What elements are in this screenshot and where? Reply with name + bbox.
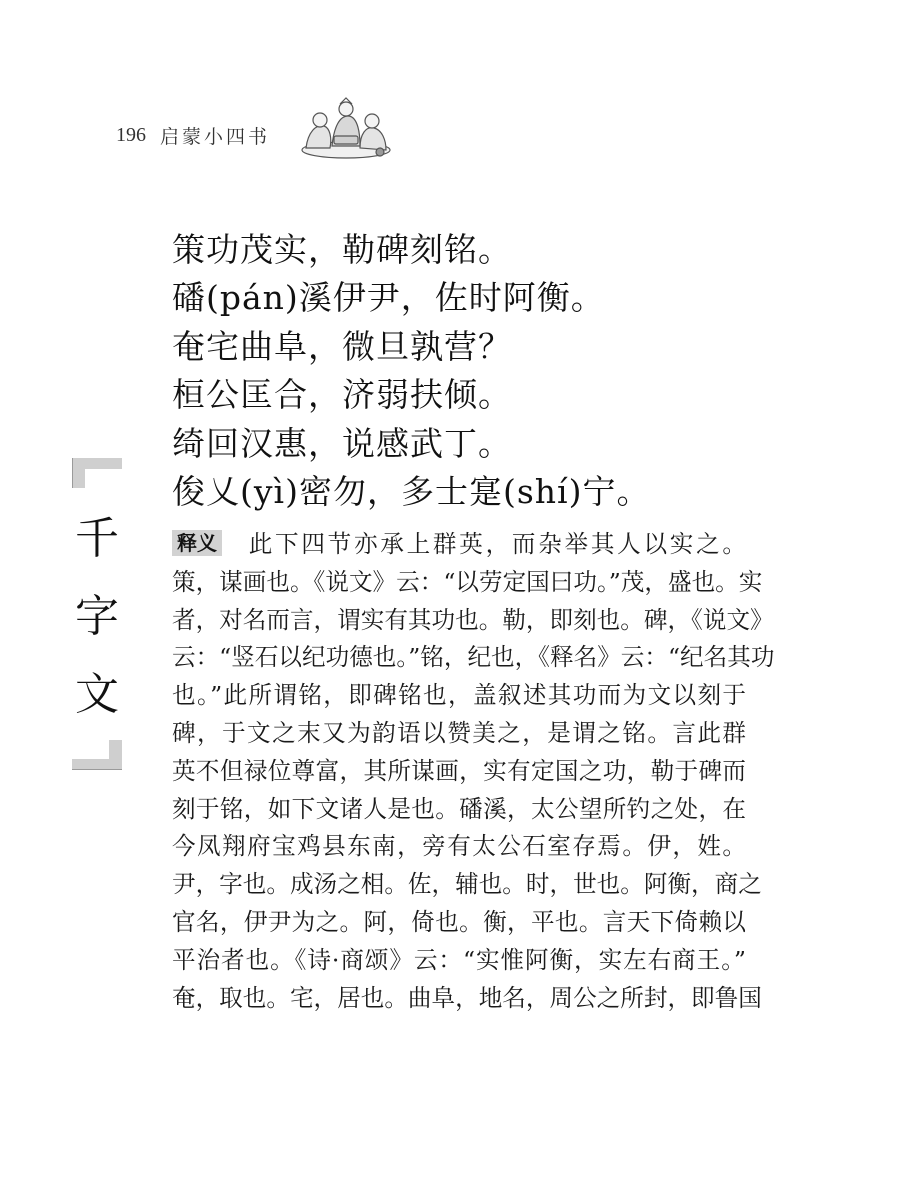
explanation-line: 也。”此所谓铭，即碑铭也，盖叙述其功而为文以刻于 — [172, 681, 746, 710]
explanation-line: 尹，字也。成汤之相。佐，辅也。时，世也。阿衡，商之 — [172, 870, 762, 899]
side-tab — [72, 458, 124, 770]
side-tab-char: 文 — [75, 669, 119, 720]
running-header — [116, 118, 270, 152]
verse-line: 策功茂实，勒碑刻铭。 — [172, 230, 512, 269]
explanation-block — [172, 526, 775, 1017]
explanation-line: 策，谋画也。《说文》云：“以劳定国曰功。”茂，盛也。实 — [172, 567, 763, 596]
explanation-label: 释义 — [172, 530, 222, 556]
bracket-bottom-icon — [72, 740, 122, 770]
bracket-top-icon — [72, 458, 122, 488]
verse-line: 磻(pán)溪伊尹，佐时阿衡。 — [172, 278, 605, 318]
side-tab-char: 字 — [75, 591, 119, 642]
explanation-line: 碑，于文之末又为韵语以赞美之，是谓之铭。言此群 — [172, 718, 746, 747]
side-tab-char: 千 — [75, 513, 119, 564]
explanation-line: 官名，伊尹为之。阿，倚也。衡，平也。言天下倚赖以 — [172, 907, 746, 936]
verse-block — [172, 226, 732, 516]
explanation-line: 者，对名而言，谓实有其功也。勒，即刻也。碑，《说文》 — [172, 605, 774, 634]
header-illustration-icon — [296, 96, 396, 162]
page-number: 196 — [116, 123, 146, 146]
verse-line: 奄宅曲阜，微旦孰营？ — [172, 326, 512, 366]
explanation-line: 平治者也。《诗·商颂》云：“实惟阿衡，实左右商王。” — [172, 945, 746, 974]
explanation-line: 刻于铭，如下文诸人是也。磻溪，太公望所钓之处，在 — [172, 794, 746, 823]
explanation-line: 云：“竖石以纪功德也。”铭，纪也，《释名》云：“纪名其功 — [172, 643, 775, 672]
verse-line: 俊乂(yì)密勿，多士寔(shí)宁。 — [172, 472, 651, 512]
verse-line: 绮回汉惠，说感武丁。 — [172, 423, 512, 463]
explanation-line-text: 此下四节亦承上群英，而杂举其人以实之。 — [246, 530, 746, 558]
book-title: 启蒙小四书 — [160, 125, 271, 148]
explanation-line: 今凤翔府宝鸡县东南，旁有太公石室存焉。伊，姓。 — [172, 832, 746, 861]
explanation-line — [172, 526, 746, 564]
explanation-line: 英不但禄位尊富，其所谋画，实有定国之功，勒于碑而 — [172, 756, 746, 785]
verse-line: 桓公匡合，济弱扶倾。 — [172, 375, 512, 415]
explanation-line: 奄，取也。宅，居也。曲阜，地名，周公之所封，即鲁国 — [172, 983, 762, 1012]
